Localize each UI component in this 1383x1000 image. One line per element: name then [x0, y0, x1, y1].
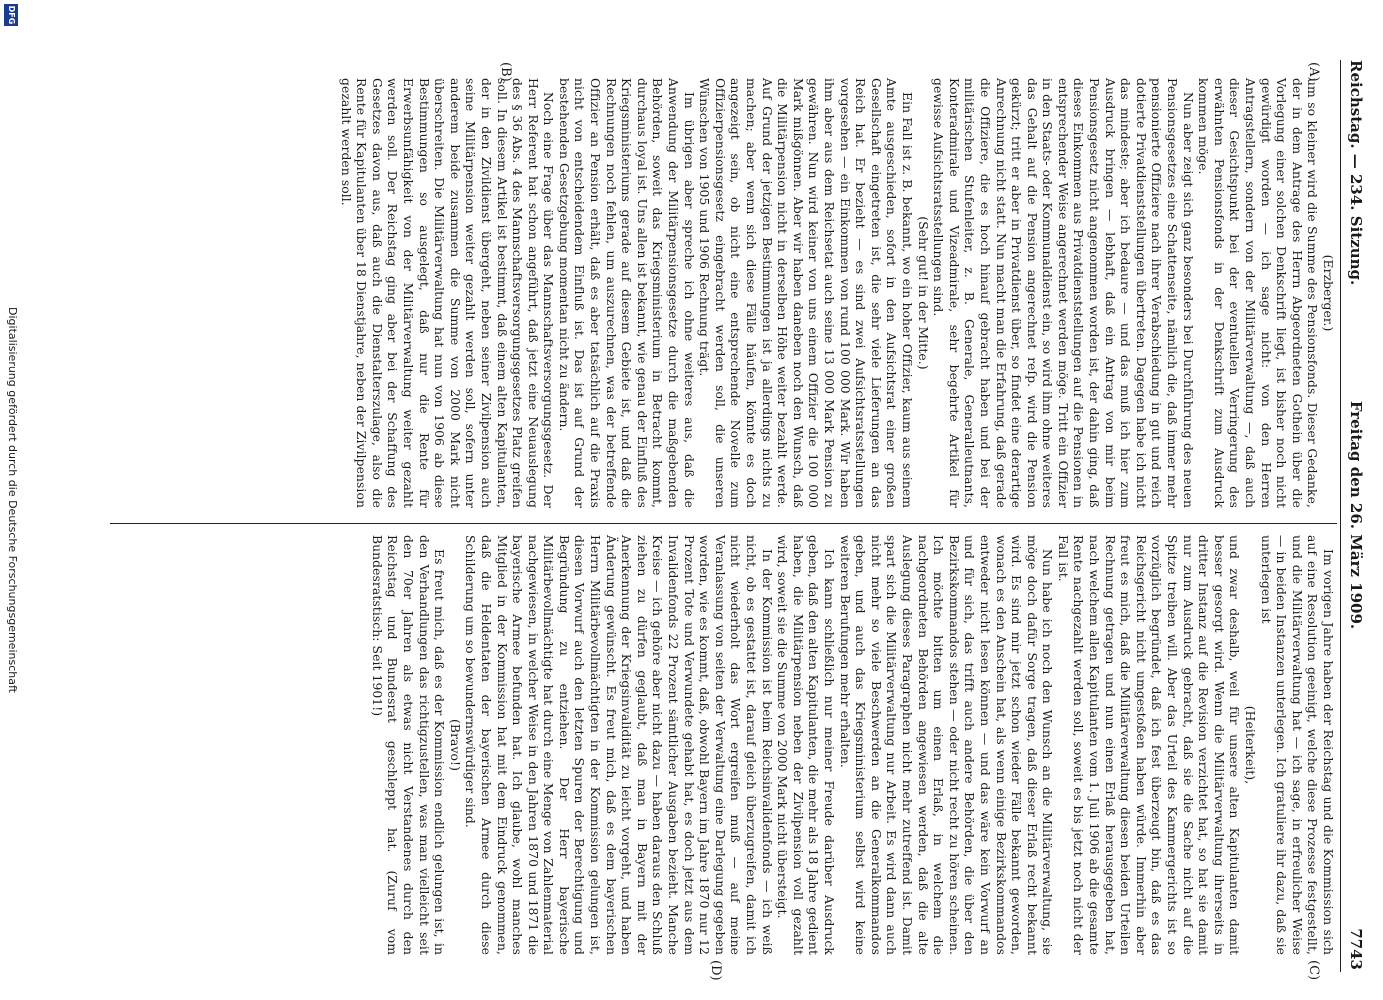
margin-marker-c: (C): [1306, 960, 1321, 981]
paragraph: Noch eine Frage über das Mannschaftsversorgungsgesetz. Der Herr Referent hat schon angeführt, daß jetzt eine Neuauslegung des § 36 Abs. 4 des Mannschaftsversorgungsgesetzes Platz greifen soll. In diesem Artikel ist bestimmt, daß einem alten Kapitulanten, der in den Zivildienst übergeht, neben seiner Zivilpension auch seine Militärpension weiter gezahlt werden soll, sofern unter anderem beide zusammen die Summe von 2000 Mark nicht überschreiten. Die Militärverwaltung hat nun von 1906 ab diese Bestimmungen so ausgelegt, daß nur die Rente für Erwerbsunfähigkeit von der Militärverwaltung weiter gezahlt werden soll. Der Reichstag ging aber bei der Schaffung des Gesetzes davon aus, daß auch die Dienstalterszulage, also die Rente für Kapitulanten über 18 Dienstjahre, neben der Zivilpension gezahlt werden soll.: [338, 78, 556, 508]
header-left: Reichstag. — 234. Sitzung.: [1347, 60, 1365, 286]
paragraph: Nun aber zeigt sich ganz besonders bei Durchführung des neuen Pensionsgesetzes eine Schattenseite, nämlich die, daß immer mehr pensionierte Offiziere nach ihrer Verabschiedung in gut und reich dotierte Privatdienststellungen übertreten. Dagegen habe ich nicht das mindeste; aber ich bedaure — und das muß ich hier zum Ausdruck bringen — lebhaft, daß ein Antrag von mir beim Pensionsgesetz nicht angenommen worden ist, der dahin ging, daß dieses Einkommen aus Privatdienststellungen auf die Pensionen in entsprechender Weise angerechnet werden möge. Tritt ein Offizier in den Staats- oder Kommunaldienst ein, so wird ihm ohne weiteres das Gehalt auf die Pension angerechnet reſp. wird die Pension gekürzt; tritt er aber in Privatdienst über, so findet eine derartige Anrechnung nicht statt. Nun macht man die Erfahrung, daß gerade die Offiziere, die es hoch hinauf gebracht haben und bei der militärischen Stufenleiter, z. B. Generale, Generalleutnants, Konteradmirale und Vizeadmirale, sehr begehrte Artikel für gewisse Aufsichtsratsstellungen sind.: [931, 78, 1195, 508]
margin-marker-d: (D): [708, 960, 723, 981]
paragraph: Ein Fall ist z. B. bekannt, wo ein hoher Offizier, kaum aus seinem Amte ausgeschieden, sofort in den Aufsichtsrat einer großen Gesellschaft eingetreten ist, die sehr viele Lieferungen an das Reich hat. Er bezieht — es sind zwei Aufsichtsratsstellungen vorgesehen — ein Einkommen von rund 100 000 Mark. Wir haben ihm aber aus dem Reichsetat auch seine 13 000 Mark Pension zu gewähren. Nun wird keiner von uns einem Offizier die 100 000 Mark mißgönnen. Aber wir haben daneben noch den Wunsch, daß die Militärpension nicht in derselben Höhe weiter bezahlt werde. Auf Grund der jetzigen Bestimmungen ist ja allerdings nichts zu machen; aber wenn sich diese Fälle häufen, könnte es doch angezeigt sein, ob nicht eine entsprechende Novelle zum Offizierpensionsgesetz eingebracht werden soll, die unseren Wünschen von 1905 und 1906 Rechnung trägt.: [697, 78, 914, 508]
interjection: (Bravo!): [447, 719, 462, 771]
header-rule: [1340, 60, 1341, 972]
column-divider: [110, 523, 1337, 524]
paragraph: Im übrigen aber spreche ich ohne weiteres aus, daß die Anwendung der Militärpensionsgesetze durch die maßgebenden Behörden, soweit das Kriegsministerium in Betracht kommt, durchaus loyal ist. Uns allen ist bekannt, wie genau der Einfluß des Kriegsministeriums gerade auf diesem Gebiete ist, und daß die Rechnungen noch fehlen, um auszurechnen, was der betreffende Offizier an Pension erhält, daß es aber tatsächlich auf die Praxis nicht von entscheidendem Einfluß ist. Das ist auf Grund der bestehenden Gesetzgebung momentan nicht zu ändern.: [556, 78, 696, 508]
paragraph: um so kleiner wird die Summe des Pensionsfonds. Dieser Gedanke, der in dem Antrage des Herrn Abgeordneten Gothein über die Vorlegung einer solchen Denkschrift liegt, ist bisher noch nicht gewürdigt worden — ich sage nicht: von den Herren Antragstellern, sondern von der Militärverwaltung —, daß auch dieser Gesichtspunkt bei der eventuellen Verringerung des erwähnten Pensionsfonds in der Denkschrift zum Ausdruck kommen möge.: [1196, 78, 1320, 508]
digitization-credit: Digitalisierung gefördert durch die Deutsche Forschungsgemeinschaft: [6, 307, 19, 693]
right-column: [368, 535, 1335, 955]
interjection: (Sehr gut! in der Mitte.): [915, 216, 930, 370]
paragraph: In der Kommission ist beim Reichsinvalidenfonds — ich weiß nicht, ob es gestattet ist, darauf gleich überzugreifen, damit ich nicht wiederholt das Wort ergreifen muß — auf meine Veranlassung von seiten der Verwaltung eine Darlegung gegeben worden, wie es kommt, daß, obwohl Bayern im Jahre 1870 nur 12 Prozent Tote und Verwundete gehabt hat, es doch jetzt aus dem Invalidenfonds 22 Prozent sämtlicher Ausgaben bezieht. Manche Kreise — ich gehöre aber nicht dazu — haben daraus den Schluß ziehen zu dürfen geglaubt, daß man in Bayern mit der Anerkennung der Kriegsinvalidität zu leicht vorgeht, und haben Änderung gewünscht. Es freut mich, daß es dem bayerischen Herrn Militärbevollmächtigten in der Kommission gelungen ist, diesen Vorwurf auch den letzten Spuren der Berechtigung und Begründung zu entziehen. Der Herr bayerische Militärbevollmächtigte hat durch eine Menge von Zahlenmaterial nachgewiesen, in welcher Weise in den Jahren 1870 und 1871 die bayerische Armee befunden hat. Ich glaube, wohl manches Mitglied in der Kommission hat mit dem Eindruck genommen, daß die Heldentaten der bayerischen Armee durch diese Schilderung um so bewundernswürdiger sind.: [463, 535, 774, 955]
margin-marker-b: (B): [498, 62, 513, 82]
paragraph: Nun habe ich noch den Wunsch an die Militärverwaltung, sie möge doch dafür Sorge tragen, daß dieser Erlaß recht bekannt wird. Es sind mir jetzt schon wieder Fälle bekannt geworden, wonach es den Anschein hat, als wenn einige Bezirkskommandos entweder nicht lesen können — und das wäre kein Vorwurf an und für sich, das trifft auch andere Behörden, die über den Bezirkskommandos stehen — oder nicht recht zu hören scheinen. Ich möchte bitten um einen Erlaß, in welchem die nachgeordneten Behörden angewiesen werden, daß die alte Auslegung dieses Paragraphen nicht mehr zutreffend ist. Damit spart sich die Militärverwaltung nur Arbeit. Es wird dann auch nicht mehr so viele Beschwerden an die Generalkommandos geben, und auch das Kriegsministerium selbst wird keine weiteren Berufungen mehr erhalten.: [837, 535, 1055, 955]
paragraph: Ich kann schließlich nur meiner Freude darüber Ausdruck geben, daß den alten Kapitulanten, die mehr als 18 Jahre gedient haben, die Militärpension neben der Zivilpension voll gezahlt wird, soweit sie die Summe von 2000 Mark nicht übersteigt.: [775, 535, 836, 955]
paragraph: und zwar deshalb, weil für unsere alten Kapitulanten damit besser gesorgt wird. Wenn die Militärverwaltung ihrerseits in dritter Instanz auf die Revision verzichtet hat, so hat sie damit nur zum Ausdruck gebracht, daß sie die Sache nicht auf die Spitze treiben will. Aber das Urteil des Kammergerichts ist so vorzüglich begründet, daß ich fest überzeugt bin, daß es das Reichsgericht nicht umgestoßen haben würde. Immerhin aber freut es mich, daß die Militärverwaltung diesen beiden Urteilen Rechnung getragen und nun einen Erlaß herausgegeben hat, nach welchem allen Kapitulanten vom 1. Juli 1906 ab die gesamte Rente nachgezahlt werden soll, soweit es bis jetzt noch nicht der Fall ist.: [1055, 535, 1242, 955]
header-date: Freitag den 26. März 1909.: [1347, 400, 1365, 630]
margin-marker-a: (A): [1306, 62, 1321, 82]
interjection: (Heiterkeit),: [1243, 705, 1258, 785]
paragraph: Im vorigen Jahre haben der Reichstag und die Kommission sich auf eine Resolution geeinigt, welche diese Prozesse festgestellt, und die Militärverwaltung hat — ich sage, in erfreulicher Weise — in beiden Instanzen unterlegen. Ich gratuliere ihr dazu, daß sie unterlegen ist: [1258, 535, 1335, 955]
page-number: 7743: [1347, 928, 1365, 970]
speaker-name: (Erzberger.): [1321, 254, 1335, 332]
page-header: [1343, 60, 1365, 970]
paragraph: Es freut mich, daß es der Kommission endlich gelungen ist, in den Verhandlungen das richtigzustellen, was man vielleicht seit den 70er Jahren als etwas nicht Verstandenes durch den Reichstag und Bundesrat geschleppt hat. (Zuruf vom Bundesratstisch: Seit 1901!): [369, 535, 447, 955]
left-column: [337, 78, 1335, 508]
dfg-logo: DFG: [4, 4, 18, 26]
